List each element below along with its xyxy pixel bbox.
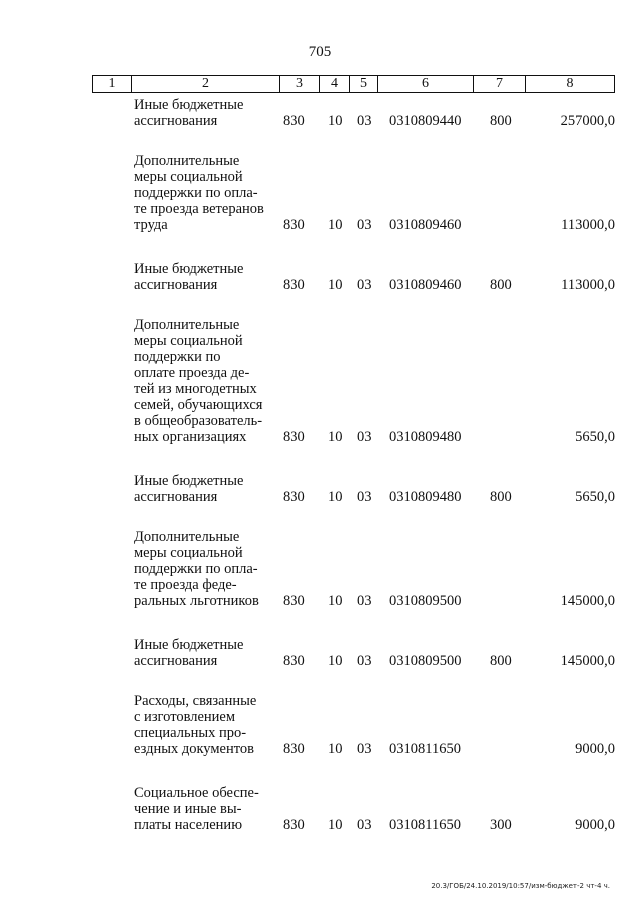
description-line: ассигнования: [134, 113, 218, 129]
column-header-1: 1: [108, 76, 116, 91]
cell-section: 10: [328, 817, 343, 833]
description-line: ассигнования: [134, 489, 218, 505]
cell-department-code: 830: [283, 741, 305, 757]
cell-subsection: 03: [357, 653, 372, 669]
column-header-5: 5: [349, 76, 377, 92]
cell-department-code: 830: [283, 489, 305, 505]
cell-amount: 113000,0: [561, 277, 615, 293]
cell-amount: 5650,0: [575, 489, 615, 505]
description-line: в общеобразователь-: [134, 413, 263, 429]
table-header-row: [92, 75, 615, 93]
column-header-4: 4: [319, 76, 349, 92]
cell-target-article: 0310811650: [389, 817, 461, 833]
cell-amount: 257000,0: [560, 113, 615, 129]
description-line: поддержки по: [134, 349, 221, 365]
cell-subsection: 03: [357, 113, 372, 129]
cell-section: 10: [328, 593, 343, 609]
cell-amount: 9000,0: [575, 817, 615, 833]
cell-expense-type: 300: [490, 817, 512, 833]
cell-subsection: 03: [357, 217, 372, 233]
description-line: труда: [134, 217, 168, 233]
cell-expense-type: 800: [490, 653, 512, 669]
cell-subsection: 03: [357, 429, 372, 445]
description-line: ездных документов: [134, 741, 254, 757]
cell-section: 10: [328, 653, 343, 669]
column-header-6: 6: [377, 76, 473, 92]
description-line: поддержки по опла-: [134, 185, 258, 201]
description-line: Иные бюджетные: [134, 97, 244, 113]
description-line: ассигнования: [134, 277, 218, 293]
description-line: Иные бюджетные: [134, 473, 244, 489]
description-line: платы населению: [134, 817, 243, 833]
row-values: [0, 593, 640, 609]
description-line: те проезда ветеранов: [134, 201, 264, 217]
description-line: с изготовлением: [134, 709, 236, 725]
cell-target-article: 0310809440: [389, 113, 462, 129]
cell-target-article: 0310809460: [389, 217, 462, 233]
cell-target-article: 0310809500: [389, 653, 462, 669]
description-line: Дополнительные: [134, 153, 240, 169]
cell-section: 10: [328, 217, 343, 233]
description-line: ных организациях: [134, 429, 247, 445]
column-header-7: 7: [473, 76, 525, 92]
cell-target-article: 0310809460: [389, 277, 462, 293]
description-line: оплате проезда де-: [134, 365, 250, 381]
cell-amount: 145000,0: [560, 593, 615, 609]
cell-section: 10: [328, 277, 343, 293]
cell-amount: 5650,0: [575, 429, 615, 445]
column-header-2: 2: [131, 76, 279, 92]
document-footer: 20.3/ГОБ/24.10.2019/10:57/изм-бюджет-2 чт-4 ч.: [431, 882, 610, 890]
row-values: [0, 741, 640, 757]
description-line: Социальное обеспе-: [134, 785, 259, 801]
cell-target-article: 0310809480: [389, 429, 462, 445]
cell-subsection: 03: [357, 817, 372, 833]
description-line: Иные бюджетные: [134, 637, 244, 653]
cell-department-code: 830: [283, 593, 305, 609]
description-line: меры социальной: [134, 545, 243, 561]
description-line: поддержки по опла-: [134, 561, 258, 577]
description-line: меры социальной: [134, 169, 243, 185]
cell-expense-type: 800: [490, 277, 512, 293]
description-line: Расходы, связанные: [134, 693, 257, 709]
cell-department-code: 830: [283, 217, 305, 233]
cell-subsection: 03: [357, 489, 372, 505]
cell-department-code: 830: [283, 277, 305, 293]
cell-department-code: 830: [283, 113, 305, 129]
column-header-3: 3: [279, 76, 319, 92]
cell-department-code: 830: [283, 653, 305, 669]
row-description: [134, 317, 267, 445]
row-values: [0, 217, 640, 233]
row-values: [0, 817, 640, 833]
description-line: специальных про-: [134, 725, 247, 741]
row-values: [0, 277, 640, 293]
description-line: ассигнования: [134, 653, 218, 669]
row-values: [0, 113, 640, 129]
cell-amount: 113000,0: [561, 217, 615, 233]
cell-target-article: 0310809480: [389, 489, 462, 505]
description-line: Дополнительные: [134, 317, 240, 333]
page-number: 705: [308, 44, 332, 60]
row-values: [0, 653, 640, 669]
description-line: те проезда феде-: [134, 577, 237, 593]
cell-expense-type: 800: [490, 113, 512, 129]
description-line: ральных льготников: [134, 593, 259, 609]
description-line: чение и иные вы-: [134, 801, 242, 817]
cell-subsection: 03: [357, 277, 372, 293]
cell-amount: 145000,0: [560, 653, 615, 669]
cell-target-article: 0310811650: [389, 741, 461, 757]
cell-department-code: 830: [283, 817, 305, 833]
cell-department-code: 830: [283, 429, 305, 445]
cell-section: 10: [328, 489, 343, 505]
description-line: меры социальной: [134, 333, 243, 349]
description-line: тей из многодетных: [134, 381, 257, 397]
cell-section: 10: [328, 113, 343, 129]
cell-target-article: 0310809500: [389, 593, 462, 609]
cell-section: 10: [328, 741, 343, 757]
cell-section: 10: [328, 429, 343, 445]
description-line: семей, обучающихся: [134, 397, 263, 413]
cell-subsection: 03: [357, 741, 372, 757]
row-values: [0, 429, 640, 445]
cell-expense-type: 800: [490, 489, 512, 505]
column-header-8: 8: [525, 76, 614, 92]
cell-subsection: 03: [357, 593, 372, 609]
cell-amount: 9000,0: [575, 741, 615, 757]
row-values: [0, 489, 640, 505]
description-line: Иные бюджетные: [134, 261, 244, 277]
description-line: Дополнительные: [134, 529, 240, 545]
